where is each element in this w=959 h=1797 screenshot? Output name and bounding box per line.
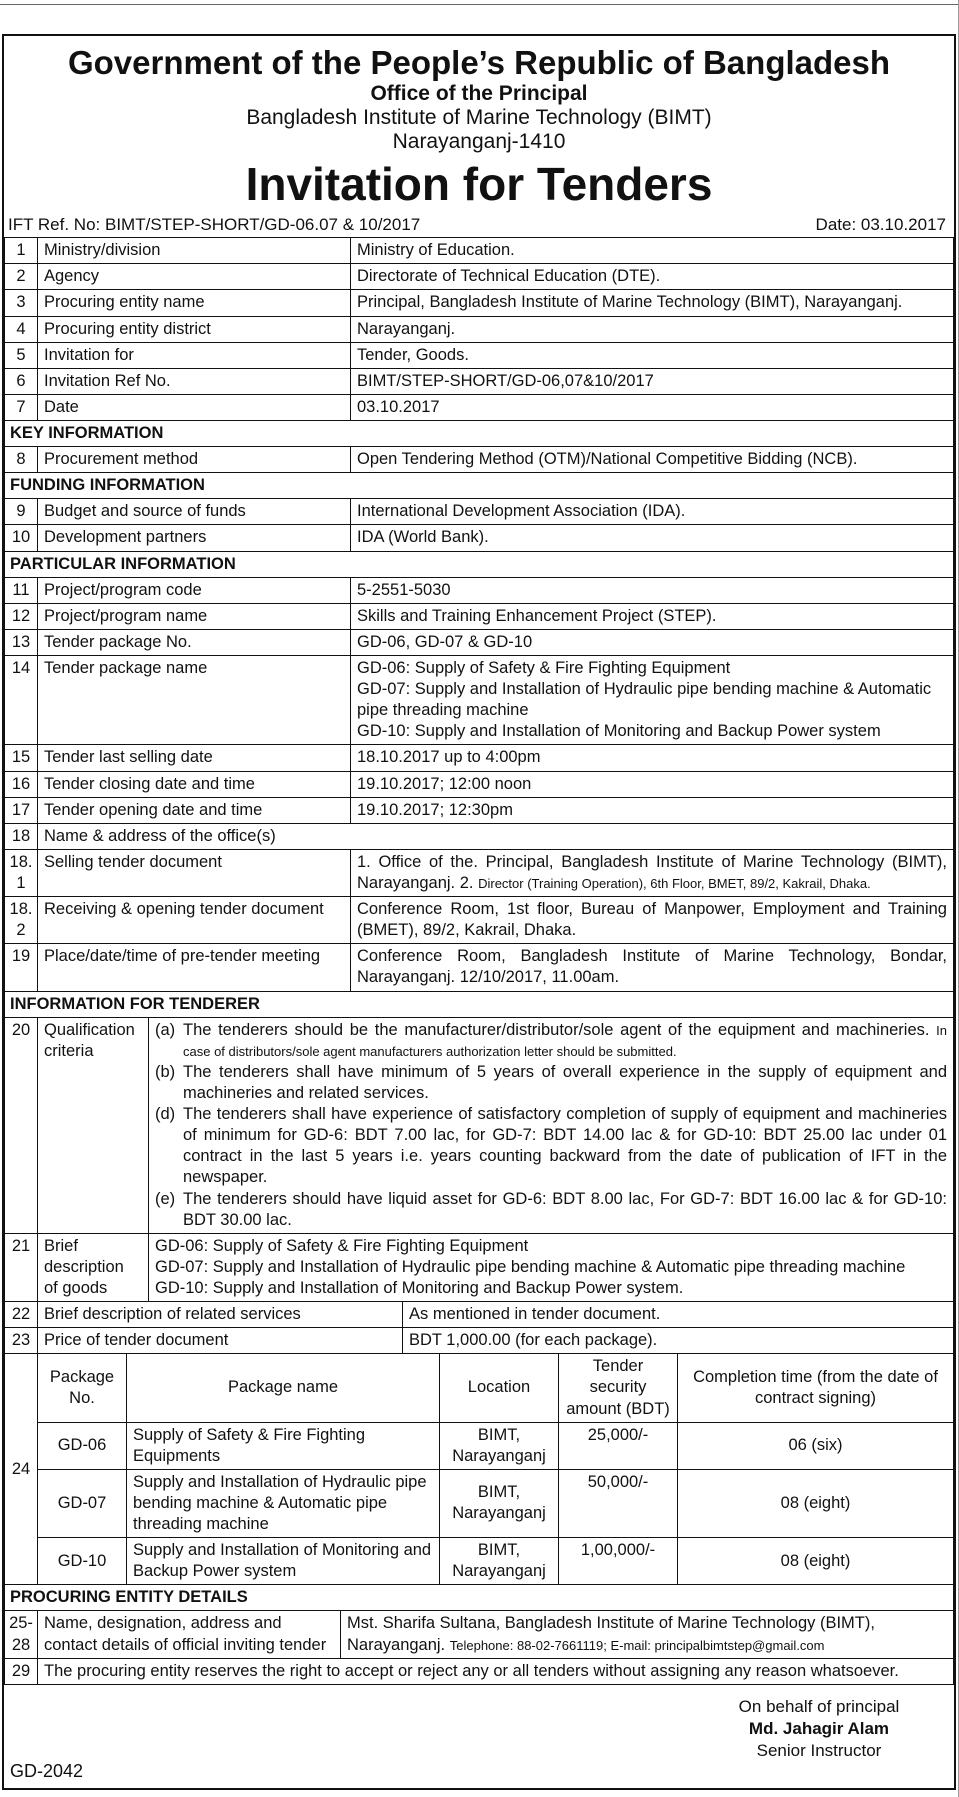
table-row [5,629,954,655]
table-cell: 18.10.2017 up to 4:00pm [351,745,954,771]
table-cell: 06 (six) [678,1422,954,1469]
table-cell: 25- 28 [5,1611,38,1658]
reference-row [4,213,954,237]
table-cell: Procurement method [38,447,351,473]
table-cell: Package No. [38,1354,127,1422]
table-cell: 10 [5,525,38,551]
notice-header [4,44,954,211]
table-cell: 17 [5,797,38,823]
table-row [5,1354,954,1422]
table-cell: Conference Room, Bangladesh Institute of Marine Technology, Bondar, Narayanganj. 12/10/2017, 11.00am. [351,944,954,991]
table-cell: Place/date/time of pre-tender meeting [38,944,351,991]
table-cell: Skills and Training Enhancement Project (STEP). [351,603,954,629]
notice-date: Date: 03.10.2017 [815,215,946,235]
table-cell: Completion time (from the date of contract signing) [678,1354,954,1422]
table-row [5,1658,954,1684]
table-cell: 5-2551-5030 [351,577,954,603]
table-cell: 16 [5,771,38,797]
table-cell: Package name [127,1354,440,1422]
table-row [5,944,954,991]
table-cell: 2 [5,264,38,290]
table-cell: Procuring entity name [38,290,351,316]
table-row [5,1017,954,1233]
table-cell: GD-06: Supply of Safety & Fire Fighting Equipment GD-07: Supply and Installation of Hydraulic pipe bending machine & Automatic pipe threading machine GD-10: Supply and Installation of Monitoring and Backup Power system. [149,1233,954,1301]
table-cell: 1,00,000/- [559,1538,678,1585]
table-cell: Tender, Goods. [351,342,954,368]
table-cell: 19.10.2017; 12:00 noon [351,771,954,797]
table-cell: BIMT, Narayanganj [440,1469,559,1537]
table-cell: 13 [5,629,38,655]
table-cell: 3 [5,290,38,316]
table-row [5,1328,954,1354]
table-cell: 22 [5,1302,38,1328]
table-cell: Tender closing date and time [38,771,351,797]
table-row [5,1538,954,1585]
table-row [5,316,954,342]
table-cell: Name & address of the office(s) [38,823,954,849]
table-cell: 7 [5,394,38,420]
gd-code: GD-2042 [10,1761,84,1781]
table-row [5,849,954,896]
qualification-criteria: (a) The tenderers should be the manufacturer/distributor/sole agent of the equipment and machineries. In case of distributors/sole agent manufacturers authorization letter should be submitted. (b) The tenderers shall have minimum of 5 years of overall experience in the supply of equipment and machineries and related services. (d) The tenderers shall have experience of satisfactory completion of supply of equipment and machineries of minimum for GD-6: BDT 7.00 lac, for GD-7: BDT 14.00 lac & for GD-10: BDT 25.00 lac under 01 contract in the last 5 years i.e. years counting backward from the date of publication of IFT in the newspaper. (e) The tenderers should have liquid asset for GD-6: BDT 8.00 lac, For GD-7: BDT 16.00 lac & for GD-10: BDT 30.00 lac. [149,1017,954,1233]
table-row [5,525,954,551]
table-cell: GD-06: Supply of Safety & Fire Fighting Equipment GD-07: Supply and Installation of Hydraulic pipe bending machine & Automatic pipe threading machine GD-10: Supply and Installation of Monitoring and Backup Power system [351,656,954,745]
signatory-name: Md. Jahagir Alam [748,1719,890,1739]
table-cell: 11 [5,577,38,603]
table-row [5,499,954,525]
table-cell: IDA (World Bank). [351,525,954,551]
section-heading-key [5,421,954,447]
table-row [5,290,954,316]
table-cell: 03.10.2017 [351,394,954,420]
table-row [5,238,954,264]
table-cell: Mst. Sharifa Sultana, Bangladesh Institute of Marine Technology (BIMT), Narayanganj. Telephone: 88-02-7661119; E-mail: principalbimtstep@gmail.com [341,1611,954,1658]
table-cell: As mentioned in tender document. [403,1302,954,1328]
table-cell: 24 [5,1354,38,1585]
table-cell: 25,000/- [559,1422,678,1469]
table-cell: Agency [38,264,351,290]
table-row [5,1422,954,1469]
table-cell: 9 [5,499,38,525]
table-cell: GD-06 [38,1422,127,1469]
table-cell: Development partners [38,525,351,551]
table-cell: FUNDING INFORMATION [5,473,954,499]
government-title: Government of the People’s Republic of Bangladesh [67,44,891,81]
table-cell: The procuring entity reserves the right to accept or reject any or all tenders without assigning any reason whatsoever. [38,1658,954,1684]
table-cell: Tender opening date and time [38,797,351,823]
institute-location: Narayanganj-1410 [392,130,566,154]
table-cell: Principal, Bangladesh Institute of Marine Technology (BIMT), Narayanganj. [351,290,954,316]
table-cell: Supply and Installation of Hydraulic pipe bending machine & Automatic pipe threading machine [127,1469,440,1537]
table-cell: Selling tender document [38,849,351,896]
table-cell: Tender security amount (BDT) [559,1354,678,1422]
table-cell: 8 [5,447,38,473]
table-cell: Qualification criteria [38,1017,149,1233]
table-row [5,264,954,290]
table-row [5,368,954,394]
table-row [5,1611,954,1658]
table-cell: GD-10 [38,1538,127,1585]
table-cell: Tender package No. [38,629,351,655]
table-cell: 19 [5,944,38,991]
table-cell: 4 [5,316,38,342]
table-cell: Open Tendering Method (OTM)/National Competitive Bidding (NCB). [351,447,954,473]
table-cell: Supply and Installation of Monitoring and Backup Power system [127,1538,440,1585]
table-cell: 18. 2 [5,897,38,944]
table-cell: 12 [5,603,38,629]
table-row [5,342,954,368]
table-cell: 18. 1 [5,849,38,896]
table-cell: Project/program name [38,603,351,629]
table-cell: Conference Room, 1st floor, Bureau of Manpower, Employment and Training (BMET), 89/2, Kakrail, Dhaka. [351,897,954,944]
table-cell: 19.10.2017; 12:30pm [351,797,954,823]
table-cell: Brief description of goods [38,1233,149,1301]
table-cell: Price of tender document [38,1328,403,1354]
table-cell: Project/program code [38,577,351,603]
table-cell: GD-06, GD-07 & GD-10 [351,629,954,655]
table-cell: Directorate of Technical Education (DTE). [351,264,954,290]
table-row [5,897,954,944]
table-cell: 08 (eight) [678,1469,954,1537]
table-cell: Receiving & opening tender document [38,897,351,944]
tenderer-table [4,1017,954,1302]
table-row [5,577,954,603]
table-cell: 1. Office of the. Principal, Bangladesh Institute of Marine Technology (BIMT), Narayanganj. 2. Director (Training Operation), 6th Floor, BMET, 89/2, Kakrail, Dhaka. [351,849,954,896]
table-cell: GD-07 [38,1469,127,1537]
table-cell: BIMT/STEP-SHORT/GD-06,07&10/2017 [351,368,954,394]
ift-ref: IFT Ref. No: BIMT/STEP-SHORT/GD-06.07 & 10/2017 [8,215,421,235]
section-heading-funding [5,473,954,499]
table-row [5,745,954,771]
table-cell: 15 [5,745,38,771]
table-cell: 1 [5,238,38,264]
table-cell: 14 [5,656,38,745]
table-cell: Name, designation, address and contact details of official inviting tender [38,1611,341,1658]
table-cell: International Development Association (IDA). [351,499,954,525]
table-cell: 6 [5,368,38,394]
table-cell: 20 [5,1017,38,1233]
table-cell: Location [440,1354,559,1422]
table-cell: 18 [5,823,38,849]
table-row [5,656,954,745]
behalf-line: On behalf of principal [738,1697,900,1716]
table-cell: Tender package name [38,656,351,745]
institute-name: Bangladesh Institute of Marine Technology (BIMT) [246,106,712,130]
table-cell: KEY INFORMATION [5,421,954,447]
table-cell: 50,000/- [559,1469,678,1537]
table-cell: Ministry of Education. [351,238,954,264]
table-row [5,823,954,849]
tender-notice [2,34,956,1790]
table-cell: Invitation Ref No. [38,368,351,394]
table-cell: Narayanganj. [351,316,954,342]
procuring-table [4,1584,954,1684]
signature-block [4,1696,954,1788]
table-row [5,1469,954,1537]
table-cell: 08 (eight) [678,1538,954,1585]
table-cell: Procuring entity district [38,316,351,342]
table-cell: Tender last selling date [38,745,351,771]
table-cell: BIMT, Narayanganj [440,1422,559,1469]
office-name: Office of the Principal [370,81,588,105]
table-row [5,603,954,629]
section-heading-particular [5,551,954,577]
table-cell: Date [38,394,351,420]
table-cell: 5 [5,342,38,368]
table-cell: Supply of Safety & Fire Fighting Equipments [127,1422,440,1469]
table-cell: 23 [5,1328,38,1354]
section-heading-procuring [5,1585,954,1611]
table-row [5,394,954,420]
tender-table [4,237,954,1017]
notice-title: Invitation for Tenders [245,158,713,211]
table-row [5,797,954,823]
table-cell: Invitation for [38,342,351,368]
page-top-rule [0,4,959,5]
table-cell: 29 [5,1658,38,1684]
table-cell: 21 [5,1233,38,1301]
table-cell: PROCURING ENTITY DETAILS [5,1585,954,1611]
table-row [5,447,954,473]
table-row [5,1233,954,1301]
section-heading-tenderer [5,991,954,1017]
table-cell: Budget and source of funds [38,499,351,525]
services-table [4,1301,954,1354]
table-cell: Ministry/division [38,238,351,264]
table-cell: Brief description of related services [38,1302,403,1328]
table-cell: BIMT, Narayanganj [440,1538,559,1585]
table-cell: BDT 1,000.00 (for each package). [403,1328,954,1354]
table-cell: INFORMATION FOR TENDERER [5,991,954,1017]
table-row [5,1302,954,1328]
table-cell: PARTICULAR INFORMATION [5,551,954,577]
signatory-designation: Senior Instructor [756,1741,882,1761]
table-row [5,771,954,797]
package-table [4,1353,954,1585]
